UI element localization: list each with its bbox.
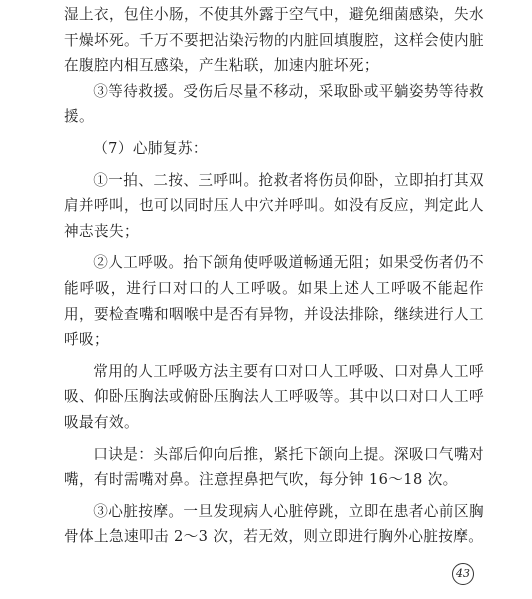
paragraph-abdominal-injury: 湿上衣，包住小肠，不使其外露于空气中，避免细菌感染，失水干燥坏死。千万不要把沾染污物的内脏回填腹腔，这样会使内脏在腹腔内相互感染，产生粘联，加速内脏坏死； [64,6,484,75]
paragraph-await-rescue: ③等待救援。受伤后尽量不移动，采取卧或平躺姿势等待救援。 [64,82,484,126]
page-number: 43 [452,563,474,585]
paragraph-mnemonic: 口诀是：头部后仰向后推，紧托下颌向上提。深吸口气嘴对嘴，有时需嘴对鼻。注意捏鼻把气吹，每分钟 16～18 次。 [64,445,484,489]
paragraph-pat-press-call: ①一拍、二按、三呼叫。抢救者将伤员仰卧，立即拍打其双肩并呼叫，也可以同时压人中穴并呼叫。如没有反应，判定此人神志丧失； [64,171,484,240]
paragraph-cpr-heading: （7）心肺复苏： [93,139,208,157]
paragraph-artificial-respiration: ②人工呼吸。抬下颌角使呼吸道畅通无阻；如果受伤者仍不能呼吸，进行口对口的人工呼吸。如果上述人工呼吸不能起作用，要检查嘴和咽喉中是否有异物，并设法排除，继续进行人工呼吸； [64,254,484,349]
paragraph-cardiac-massage: ③心脏按摩。一旦发现病人心脏停跳，立即在患者心前区胸骨体上急速叩击 2～3 次，若无效，则立即进行胸外心脏按摩。 [64,502,484,546]
body-text [64,2,484,550]
paragraph-respiration-methods: 常用的人工呼吸方法主要有口对口人工呼吸、口对鼻人工呼吸、仰卧压胸法或俯卧压胸法人工呼吸等。其中以口对口人工呼吸最有效。 [64,362,484,431]
